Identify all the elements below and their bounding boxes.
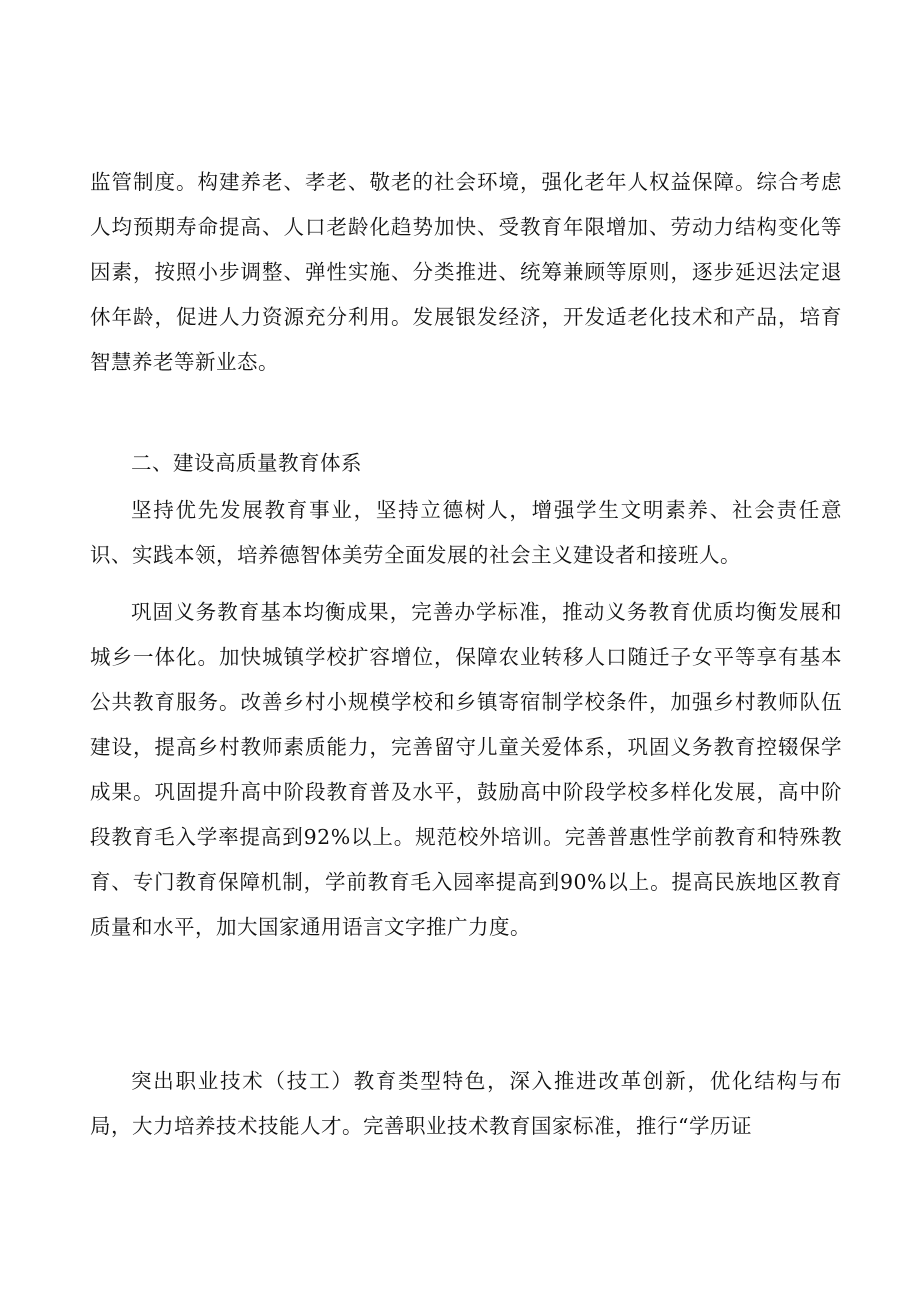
paragraph-compulsory-education: 巩固义务教育基本均衡成果，完善办学标准，推动义务教育优质均衡发展和城乡一体化。加快城镇学校扩容增位，保障农业转移人口随迁子女平等享有基本公共教育服务。改善乡村小规模学校和乡镇寄宿制学校条件，加强乡村教师队伍建设，提高乡村教师素质能力，完善留守儿童关爱体系，巩固义务教育控辍保学成果。巩固提升高中阶段教育普及水平，鼓励高中阶段学校多样化发展，高中阶段教育毛入学率提高到92%以上。规范校外培训。完善普惠性学前教育和特殊教育、专门教育保障机制，学前教育毛入园率提高到90%以上。提高民族地区教育质量和水平，加大国家通用语言文字推广力度。: [90, 600, 842, 939]
paragraph-education-goals: 坚持优先发展教育事业，坚持立德树人，增强学生文明素养、社会责任意识、实践本领，培养德智体美劳全面发展的社会主义建设者和接班人。: [90, 498, 842, 567]
paragraph-vocational-education: 突出职业技术（技工）教育类型特色，深入推进改革创新，优化结构与布局，大力培养技术技能人才。完善职业技术教育国家标准，推行“学历证: [90, 1069, 842, 1138]
section-heading: 二、建设高质量教育体系: [131, 451, 362, 475]
paragraph-intro: 监管制度。构建养老、孝老、敬老的社会环境，强化老年人权益保障。综合考虑人均预期寿命提高、人口老龄化趋势加快、受教育年限增加、劳动力结构变化等因素，按照小步调整、弹性实施、分类推进、统筹兼顾等原则，逐步延迟法定退休年龄，促进人力资源充分利用。发展银发经济，开发适老化技术和产品，培育智慧养老等新业态。: [90, 170, 842, 374]
